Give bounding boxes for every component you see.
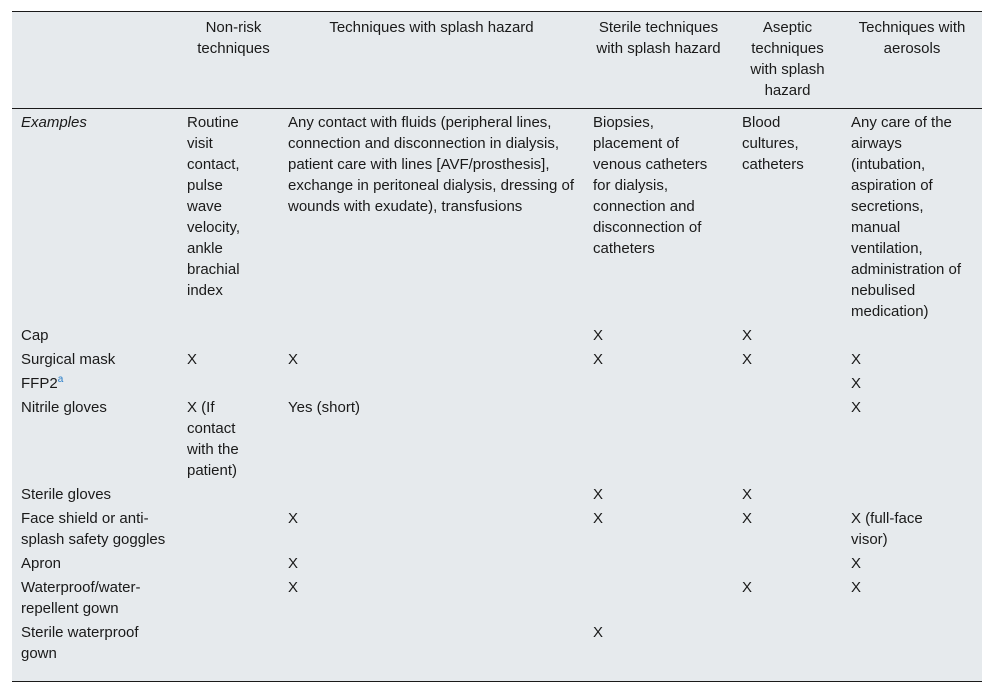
table-cell bbox=[178, 324, 279, 348]
row-label: Sterile gloves bbox=[21, 486, 112, 503]
table-cell bbox=[584, 372, 733, 396]
table-cell: X bbox=[851, 555, 862, 572]
table-cell bbox=[178, 621, 279, 666]
table-cell: Any contact with fluids (peripheral lines, connection and disconnection in dialysis, patient care with lines [AVF/prosthesis], exchange in peritoneal dialysis, dressing of wounds with exudate), transfusions bbox=[288, 114, 575, 215]
table-cell bbox=[733, 372, 842, 396]
table-cell: X bbox=[593, 486, 604, 503]
table-row bbox=[12, 396, 982, 483]
table-cell: X bbox=[851, 399, 862, 416]
table-cell: X bbox=[742, 510, 753, 527]
row-label: Sterile waterproof gown bbox=[21, 624, 139, 662]
table-cell bbox=[279, 621, 584, 666]
table-cell bbox=[842, 324, 982, 348]
row-label: Surgical mask bbox=[21, 351, 116, 368]
table-cell: X bbox=[593, 327, 604, 344]
row-label: Nitrile gloves bbox=[21, 399, 107, 416]
row-label: Apron bbox=[21, 555, 62, 572]
table-cell bbox=[178, 483, 279, 507]
table-cell bbox=[178, 372, 279, 396]
row-label: Cap bbox=[21, 327, 49, 344]
table-cell bbox=[584, 552, 733, 576]
table-cell: X bbox=[742, 486, 753, 503]
table-cell bbox=[178, 507, 279, 552]
table-cell bbox=[279, 483, 584, 507]
table-cell bbox=[584, 576, 733, 621]
table-cell: X (full-face visor) bbox=[851, 510, 923, 548]
table-cell: Biopsies, placement of venous catheters for dialysis, connection and disconnection of catheters bbox=[593, 114, 708, 257]
row-label: Face shield or anti-splash safety goggles bbox=[21, 510, 166, 548]
ppe-table-container bbox=[12, 11, 982, 682]
table-cell: X bbox=[593, 510, 604, 527]
table-cell: X bbox=[593, 351, 604, 368]
table-row bbox=[12, 324, 982, 348]
table-cell: X bbox=[742, 327, 753, 344]
table-cell bbox=[178, 576, 279, 621]
table-cell bbox=[584, 396, 733, 483]
header-non-risk: Non-risk techniques bbox=[178, 12, 279, 109]
header-row bbox=[12, 12, 982, 109]
table-cell bbox=[733, 552, 842, 576]
table-row bbox=[12, 507, 982, 552]
table-cell: X bbox=[288, 579, 299, 596]
table-cell bbox=[279, 372, 584, 396]
table-cell bbox=[733, 621, 842, 666]
table-cell: X bbox=[742, 579, 753, 596]
table-row bbox=[12, 372, 982, 396]
table-cell: X bbox=[851, 375, 862, 392]
table-row bbox=[12, 483, 982, 507]
table-cell: Any care of the airways (intubation, aspiration of secretions, manual ventilation, administration of nebulised medication) bbox=[851, 114, 962, 320]
table-row bbox=[12, 348, 982, 372]
header-sterile-splash: Sterile techniques with splash hazard bbox=[584, 12, 733, 109]
table-cell: X (If contact with the patient) bbox=[187, 399, 239, 479]
row-label-text: FFP2 bbox=[21, 375, 58, 392]
table-cell bbox=[842, 621, 982, 666]
table-cell: X bbox=[742, 351, 753, 368]
table-cell: Yes (short) bbox=[288, 399, 360, 416]
table-row bbox=[12, 552, 982, 576]
table-cell: X bbox=[593, 624, 604, 641]
table-cell: Blood cultures, catheters bbox=[742, 114, 804, 173]
header-aerosols: Techniques with aerosols bbox=[842, 12, 982, 109]
header-splash-hazard: Techniques with splash hazard bbox=[279, 12, 584, 109]
header-empty bbox=[12, 12, 178, 109]
table-cell bbox=[279, 324, 584, 348]
table-cell: X bbox=[288, 555, 299, 572]
table-cell: Routine visit contact, pulse wave velocity, ankle brachial index bbox=[187, 114, 241, 299]
table-cell: X bbox=[187, 351, 198, 368]
table-cell: X bbox=[288, 510, 299, 527]
row-label: Examples bbox=[21, 114, 87, 131]
table-row bbox=[12, 576, 982, 621]
footnote-link[interactable]: a bbox=[57, 374, 64, 385]
row-label bbox=[12, 372, 178, 396]
header-aseptic-splash: Aseptic techniques with splash hazard bbox=[733, 12, 842, 109]
table-cell bbox=[178, 552, 279, 576]
table-row bbox=[12, 109, 982, 325]
ppe-table bbox=[12, 12, 982, 666]
table-cell: X bbox=[288, 351, 299, 368]
table-cell bbox=[733, 396, 842, 483]
table-row bbox=[12, 621, 982, 666]
row-label: Waterproof/water-repellent gown bbox=[21, 579, 141, 617]
table-cell: X bbox=[851, 351, 862, 368]
table-cell bbox=[842, 483, 982, 507]
table-cell: X bbox=[851, 579, 862, 596]
